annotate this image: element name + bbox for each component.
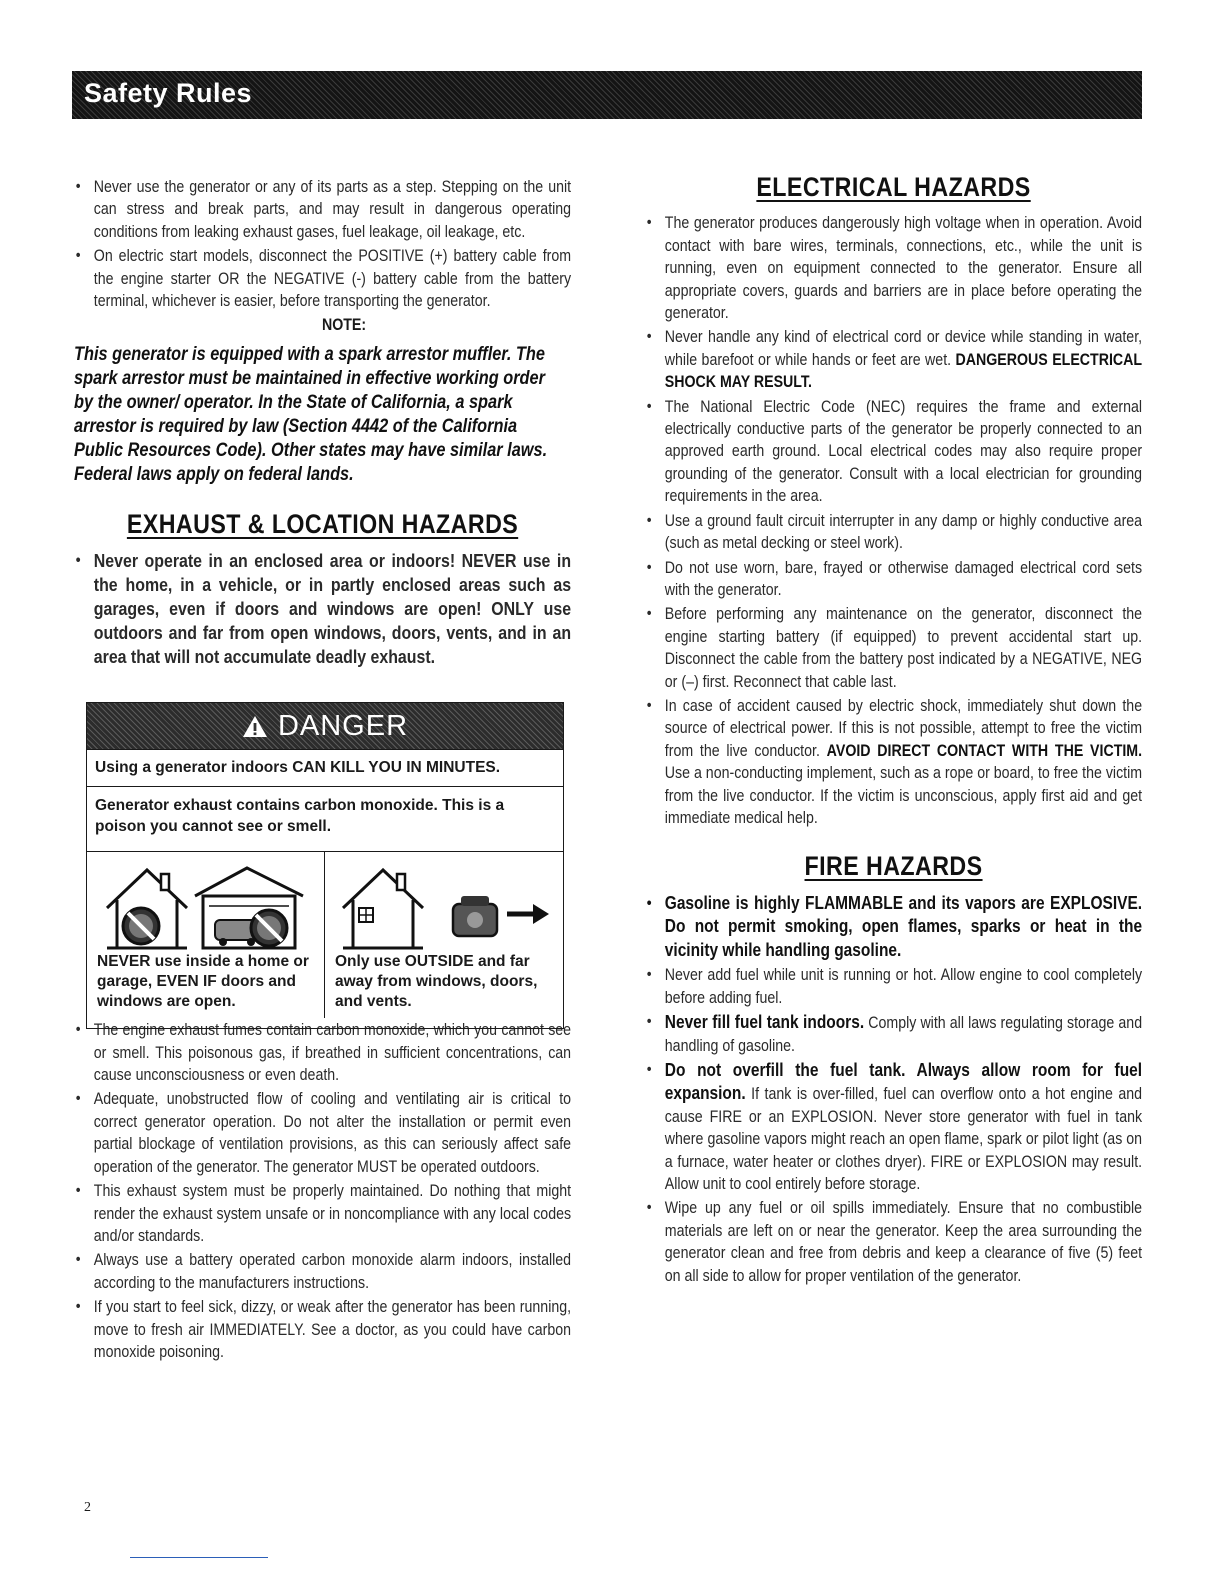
danger-line-1: Using a generator indoors CAN KILL YOU IN MINUTES. [87,749,563,787]
exhaust-heading: EXHAUST & LOCATION HAZARDS [126,508,519,539]
note-body: This generator is equipped with a spark arrestor muffler. The spark arrestor must be maintained in effective working order by the owner/ operator. In the State of California, a spark arrestor is required by law (Section 4442 of the California Public Resources Code). Other states may have similar laws. Federal laws apply on federal lands. [74,343,548,485]
note-heading: NOTE: [321,316,367,335]
item-emphasis: Never fill fuel tank indoors. [664,1012,865,1033]
banner-title: Safety Rules [84,78,253,108]
list-item: • Use a ground fault circuit interrupter in any damp or highly conductive area (such as metal decking or steel work). [645,510,1142,555]
danger-header [87,703,563,749]
item-emphasis: AVOID DIRECT CONTACT WITH THE VICTIM. [826,741,1143,760]
item-emphasis: Do not overfill the fuel tank. Always allow room for fuel expansion. [664,1059,1143,1104]
outdoor-use-icon [337,856,557,952]
danger-box [86,702,564,1029]
list-item: • Gasoline is highly FLAMMABLE and its vapors are EXPLOSIVE. Do not permit smoking, open flames, sparks or heat in the vicinity while handling gasoline. [645,892,1142,963]
fire-heading: FIRE HAZARDS [804,851,983,882]
outdoor-cell [325,852,563,1018]
list-item: • Always use a battery operated carbon monoxide alarm indoors, installed according to the manufacturers instructions. [74,1249,571,1294]
outdoor-caption: Only use OUTSIDE and far away from windows, doors, and vents. [335,953,538,1010]
section-banner [72,71,1142,119]
item-emphasis: DANGEROUS ELECTRICAL SHOCK MAY RESULT. [664,350,1143,392]
list-item: • Never add fuel while unit is running or hot. Allow engine to cool completely before adding fuel. [645,964,1142,1009]
list-item: • This exhaust system must be properly maintained. Do nothing that might render the exhaust system unsafe or in noncompliance with any local codes and/or standards. [74,1180,571,1247]
general-safety-list [74,176,571,312]
right-column [645,172,1143,1289]
footer-rule [130,1557,268,1558]
list-item [645,695,1142,829]
no-indoor-use-icon [99,856,311,952]
danger-pictograms [87,852,563,1018]
list-item: • If you start to feel sick, dizzy, or weak after the generator has been running, move to fresh air IMMEDIATELY. See a doctor, as you could have carbon monoxide poisoning. [74,1296,571,1363]
item-text: If tank is over-filled, fuel can overflow onto a hot engine and cause FIRE or an EXPLOSION. Never store generator with fuel in tank where gasoline vapors might reach an open flame, spark or pilot light (as on a furnace, water heater or clothes dryer). FIRE or EXPLOSION may result. Allow unit to cool entirely before storage. [664,1085,1143,1193]
list-item [645,1059,1142,1195]
electrical-list [645,212,1142,829]
list-item: • The engine exhaust fumes contain carbon monoxide, which you cannot see or smell. This poisonous gas, if breathed in sufficient concentrations, can cause unconsciousness or even death. [74,1019,571,1086]
indoor-cell [87,852,325,1018]
exhaust-list [74,1019,571,1363]
list-item: • On electric start models, disconnect the POSITIVE (+) battery cable from the engine starter OR the NEGATIVE (-) battery cable from the battery terminal, whichever is easier, before transporting the generator. [74,245,571,312]
list-item: • The generator produces dangerously high voltage when in operation. Avoid contact with bare wires, terminals, connections, etc., while the unit is running, even on equipment connected to the generator. Ensure all appropriate covers, guards and barriers are in place before operating the generator. [645,212,1142,324]
list-item: • Do not use worn, bare, frayed or otherwise damaged electrical cord sets with the generator. [645,557,1142,602]
danger-title: DANGER [277,709,409,742]
list-item: • Before performing any maintenance on the generator, disconnect the engine starting battery (if equipped) to prevent accidental start up. Disconnect the cable from the battery post indicated by a NEGATIVE, NEG or (–) first. Reconnect that cable last. [645,603,1142,693]
item-text: Never handle any kind of electrical cord or device while standing in water, while barefoot or while hands or feet are wet. [664,328,1143,369]
list-item [645,326,1142,393]
indoor-caption: NEVER use inside a home or garage, EVEN IF doors and windows are open. [97,953,309,1010]
item-text: Comply with all laws regulating storage and handling of gasoline. [664,1014,1143,1055]
page-number: 2 [84,1500,91,1515]
exhaust-warning-list [74,549,571,669]
item-text: In case of accident caused by electric shock, immediately shut down the source of electrical power. If this is not possible, attempt to free the victim from the live conductor. [664,696,1143,760]
electrical-heading: ELECTRICAL HAZARDS [756,172,1031,202]
list-item [645,1011,1142,1057]
fire-list [645,892,1142,1287]
list-item: • The National Electric Code (NEC) requires the frame and external electrically conductive parts of the generator be properly connected to an approved earth ground. Local electrical codes may also require proper grounding of the generator. Consult with a local electrician for grounding requirements in the area. [645,396,1142,508]
danger-line-2: Generator exhaust contains carbon monoxide. This is a poison you cannot see or smell. [87,787,563,852]
list-item: • Adequate, unobstructed flow of cooling and ventilating air is critical to correct generator operation. Do not alter the installation or permit even partial blockage of ventilation provisions, as this can seriously affect safe operation of the generator. The generator MUST be operated outdoors. [74,1088,571,1178]
item-text: Use a non-conducting implement, such as a rope or board, to free the victim from the live conductor. If the victim is unconscious, apply first aid and get immediate medical help. [664,764,1143,827]
list-item: • Never use the generator or any of its parts as a step. Stepping on the unit can stress and break parts, and may result in dangerous operating conditions from leaking exhaust gases, fuel leakage, oil leakage, etc. [74,176,571,243]
warning-triangle-icon [242,715,268,738]
list-item: • Never operate in an enclosed area or indoors! NEVER use in the home, in a vehicle, or in partly enclosed areas such as garages, even if doors and windows are open! ONLY use outdoors and far from open windows, doors, vents, and in an area that will not accumulate deadly exhaust. [74,549,571,669]
list-item: • Wipe up any fuel or oil spills immediately. Ensure that no combustible materials are left on or near the generator. Keep the area surrounding the generator clean and free from debris and keep a clearance of five (5) feet on all side to allow for proper ventilation of the generator. [645,1197,1142,1287]
